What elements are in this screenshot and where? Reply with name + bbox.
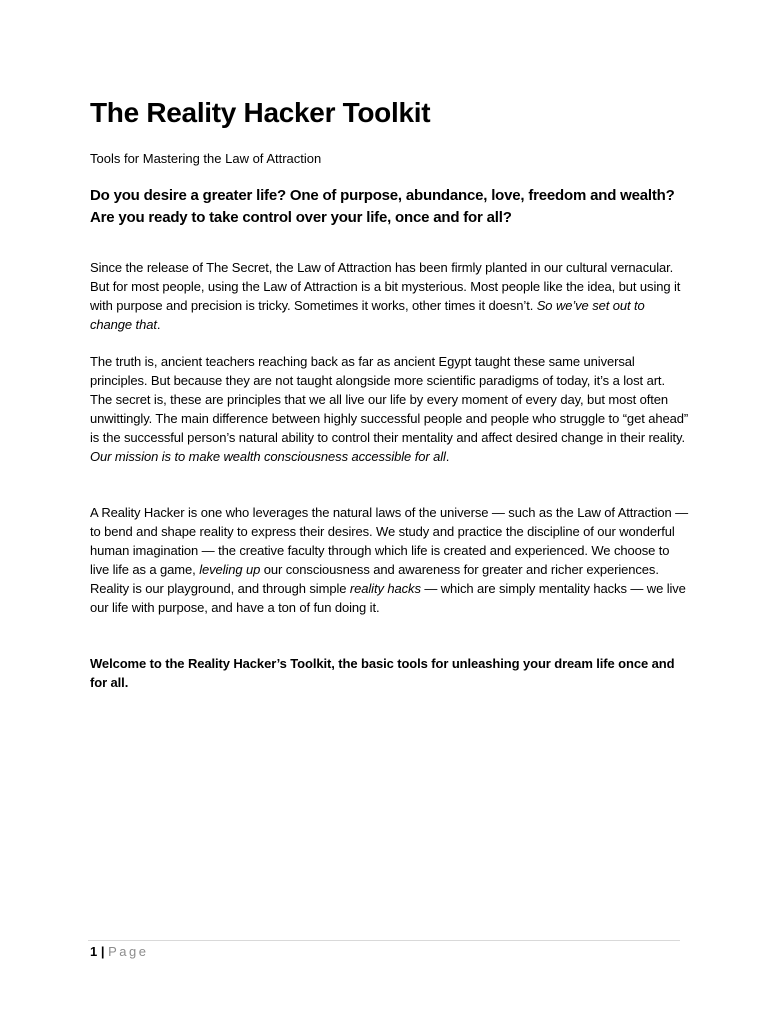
paragraph-truth-text: The truth is, ancient teachers reaching back as far as ancient Egypt taught these same universal principles. But because they are not taught alongside more scientific paradigms of today, it’s a lost art. The secret is, these are principles that we all live our life by every moment of every day, but most often unwittingly. The main difference between highly successful people and people who struggle to “get ahead” is the successful person’s natural ability to control their mentality and affect desired change in their reality. — [90, 354, 689, 445]
footer-divider — [88, 940, 680, 941]
paragraph-truth — [90, 352, 690, 466]
paragraph-reality-hacker-part2: our consciousness and awareness for greater and richer experiences. Reality is our playground, and through simple — [90, 562, 659, 596]
page-label: Page — [108, 944, 149, 959]
page-number: 1 — [90, 944, 98, 959]
paragraph-intro-italic: So we’ve set out to change that — [90, 298, 645, 332]
page-title: The Reality Hacker Toolkit — [90, 97, 431, 128]
paragraph-intro-text: Since the release of The Secret, the Law of Attraction has been firmly planted in our cultural vernacular. But for most people, using the Law of Attraction is a bit mysterious. Most people like the idea, but using it with purpose and precision is tricky. Sometimes it works, other times it doesn’t. — [90, 260, 681, 313]
paragraph-reality-hacker-part1: A Reality Hacker is one who leverages the natural laws of the universe — such as the Law of Attraction — to bend and shape reality to express their desires. We study and practice the discipline of our wonderful human imagination — the creative faculty through which life is created and experienced. We choose to live life as a game, — [90, 505, 689, 577]
paragraph-reality-hacker-italic1: leveling up — [199, 562, 261, 577]
closing-paragraph: Welcome to the Reality Hacker’s Toolkit, the basic tools for unleashing your dream life once and for all. — [90, 656, 675, 690]
subtitle: Tools for Mastering the Law of Attraction — [90, 151, 322, 166]
page-footer — [90, 943, 149, 961]
paragraph-intro — [90, 258, 690, 334]
paragraph-intro-end: . — [156, 317, 161, 332]
lead-paragraph: Do you desire a greater life? One of purpose, abundance, love, freedom and wealth? Are you ready to take control over your life, once and for all? — [90, 187, 675, 226]
paragraph-reality-hacker — [90, 503, 690, 617]
paragraph-truth-italic: Our mission is to make wealth consciousness accessible for all — [90, 449, 446, 464]
page-separator: | — [100, 944, 105, 959]
paragraph-reality-hacker-italic2: reality hacks — [349, 581, 421, 596]
paragraph-truth-end: . — [445, 449, 450, 464]
paragraph-reality-hacker-part3: — which are simply mentality hacks — we live our life with purpose, and have a ton of fun doing it. — [90, 581, 686, 615]
